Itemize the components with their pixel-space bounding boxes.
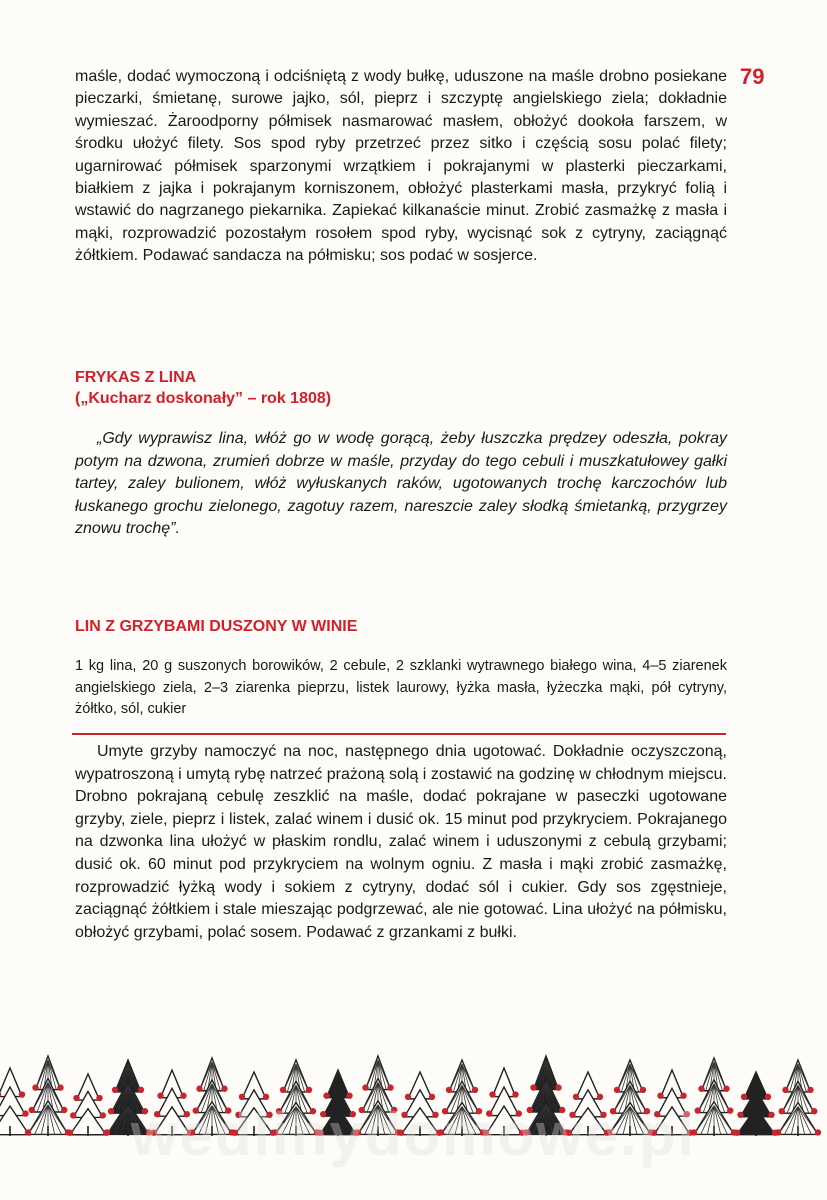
recipe1-quote: „Gdy wyprawisz lina, włóż go w wodę gorącą, żeby łuszczka prędzey odeszła, pokray potym na dzwona, zrumień dobrze w maśle, przyday do tego cebuli i muszkatułowey gałki tartey, zaley bulionem, włóż wyłuskanych raków, ugotowanych trochę karczochów lub łuskanego grochu zielonego, zagotuy razem, nareszcie zaley słodką śmietanką, przygrzey znowu trochę”. xyxy=(75,430,727,537)
watermark: wedlinydomowe.pl xyxy=(130,1101,697,1168)
section-divider xyxy=(72,733,726,735)
recipe2-method: Umyte grzyby namoczyć na noc, następnego dnia ugotować. Dokładnie oczyszczoną, wypatroszoną i umytą rybę natrzeć prażoną solą i zostawić na godzinę w chłodnym miejscu. Drobno pokrajaną cebulę zeszklić na maśle, dodać pokrajane w paseczki ugotowane grzyby, ziele, pieprz i listek, zalać winem i dusić ok. 15 minut pod przykryciem. Pokrajanego na dzwonka lina ułożyć w płaskim rondlu, zalać winem i uduszonymi z cebulą grzybami; dusić ok. 60 minut pod przykryciem na wolnym ogniu. Z masła i mąki zrobić zasmażkę, rozprowadzić łyżką wody i sokiem z cytryny, dodać sól i cukier. Gdy sos zgęstnieje, zaciągnąć żółtkiem i stale mieszając podgrzewać, ale nie gotować. Lina ułożyć na półmisku, obłożyć grzybami, polać sosem. Podawać z grzankami z bułki. xyxy=(75,743,727,941)
continuation-text: maśle, dodać wymoczoną i odciśniętą z wody bułkę, uduszone na maśle drobno posiekane pieczarki, śmietanę, surowe jajko, sól, pieprz i szczyptę angielskiego ziela; dokładnie wymieszać. Żaroodporny półmisek nasmarować masłem, obłożyć dookoła farszem, w środku ułożyć filety. Sos spod ryby przetrzeć przez sitko i częścią sosu polać filety; ugarnirować półmisek sparzonymi wrzątkiem i pokrajanymi w plasterki pieczarkami, białkiem z jajka i pokrajanym korniszonem, obłożyć plasterkami masła, przykryć folią i wstawić do nagrzanego piekarnika. Zapiekać kilkanaście minut. Zrobić zasmażkę z masła i mąki, rozprowadzić pozostałym rosołem spod ryby, wycisnąć sok z cytryny, zaciągnąć żółtkiem. Podawać sandacza na półmisku; sos podać w sosjerce. xyxy=(75,68,727,265)
ingredients-list: 1 kg lina, 20 g suszonych borowików, 2 cebule, 2 szklanki wytrawnego białego wina, 4–5 ziarenek angielskiego ziela, 2–3 ziarenka pieprzu, listek laurowy, łyżka masła, łyżeczka mąki, pół cytryny, żółtko, sól, cukier xyxy=(75,658,727,717)
page-number: 79 xyxy=(740,64,765,89)
recipe1-source: („Kucharz doskonały” – rok 1808) xyxy=(75,390,332,407)
recipe2-title: LIN Z GRZYBAMI DUSZONY W WINIE xyxy=(75,618,358,635)
recipe1-title: FRYKAS Z LINA xyxy=(75,369,197,386)
